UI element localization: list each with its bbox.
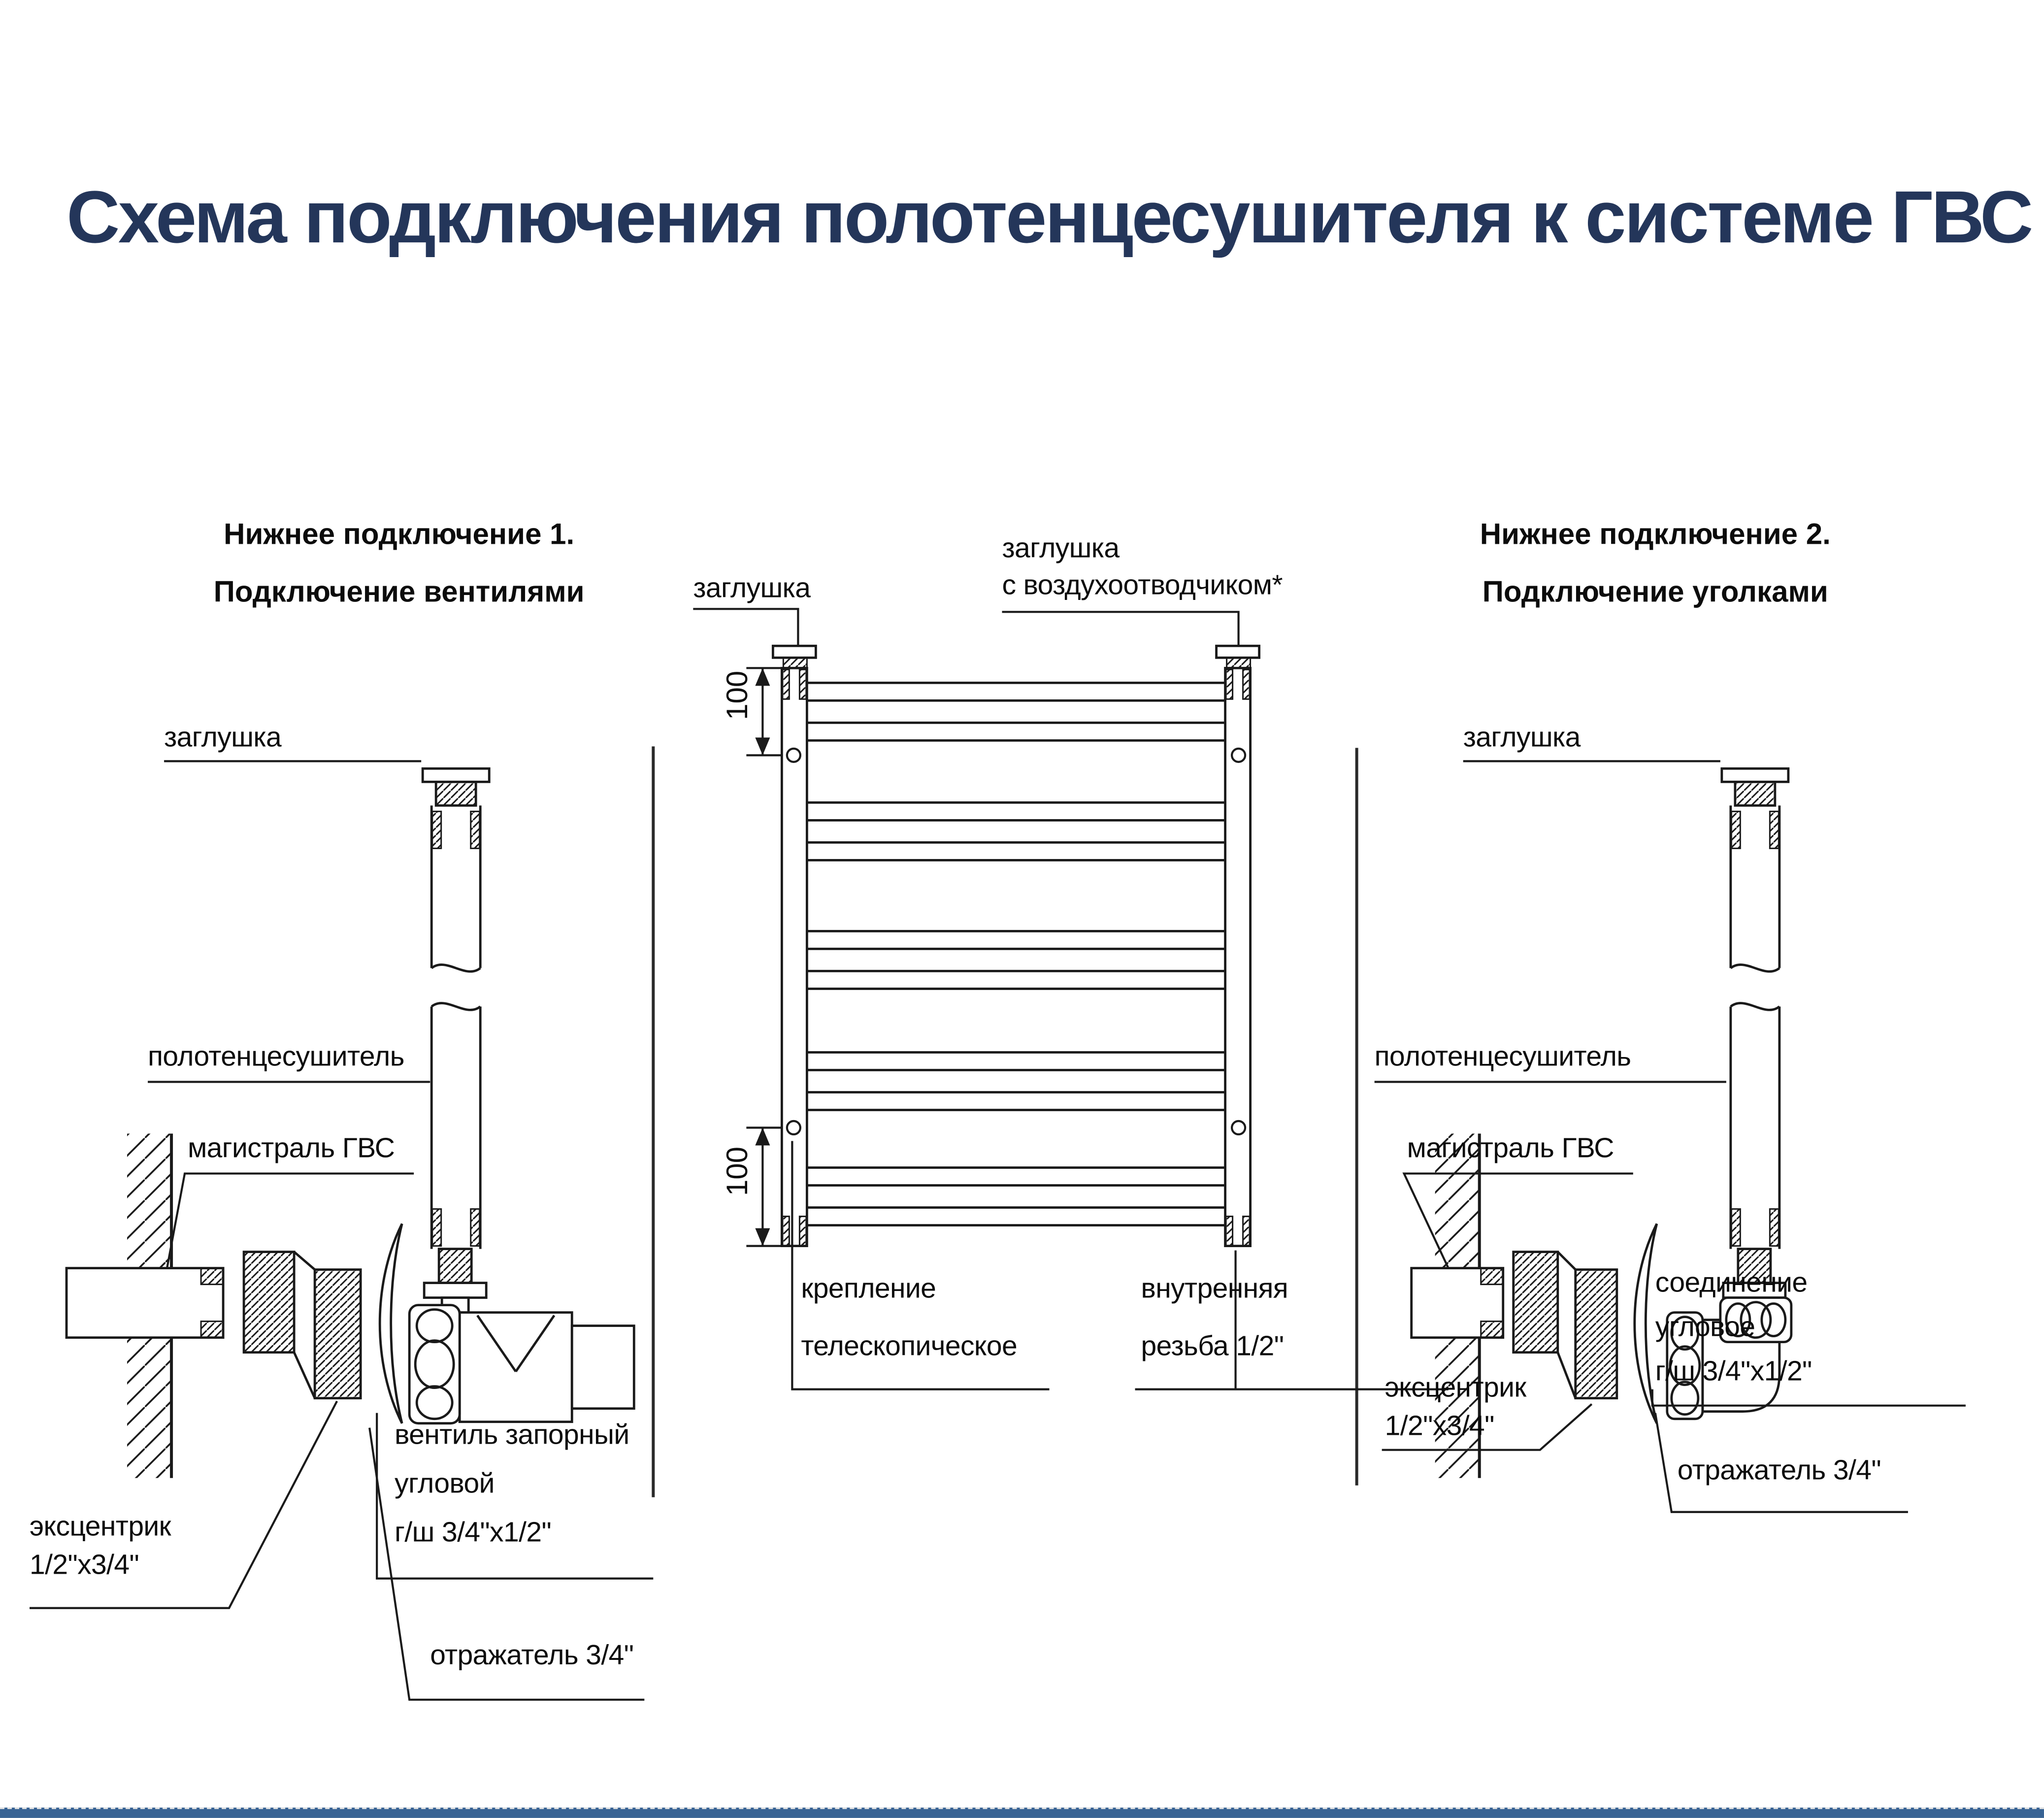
left-valve-label-line1: вентиль запорный xyxy=(395,1420,629,1452)
ladder-post-threads xyxy=(783,669,1250,1246)
left-cap-label: заглушка xyxy=(164,723,282,754)
left-hws-stub xyxy=(66,1268,223,1338)
mid-cap-left-label: заглушка xyxy=(693,573,811,605)
right-towel-rail-pipe xyxy=(1731,805,1780,1249)
right-fitting-label-line2: угловое xyxy=(1655,1312,1755,1344)
mount-label-line2: телескопическое xyxy=(801,1331,1018,1363)
right-eccentric xyxy=(1514,1252,1617,1398)
left-eccentric-label-line2: 1/2"x3/4" xyxy=(30,1550,139,1582)
left-cap-plug xyxy=(423,768,489,805)
right-reflector-label: отражатель 3/4" xyxy=(1677,1455,1881,1487)
left-eccentric xyxy=(244,1252,361,1398)
footer-bar xyxy=(0,1808,2044,1818)
right-section-header-line2: Подключение уголками xyxy=(1482,576,1828,609)
right-towel-rail-label: полотенцесушитель xyxy=(1374,1042,1631,1073)
right-eccentric-label-line2: 1/2"x3/4" xyxy=(1385,1411,1494,1443)
mid-cap-air-vent-label-line2: с воздухоотводчиком* xyxy=(1002,570,1283,602)
right-hws-main-label: магистраль ГВС xyxy=(1407,1133,1614,1165)
right-section-header-line1: Нижнее подключение 2. xyxy=(1480,519,1831,552)
right-hws-stub xyxy=(1412,1268,1503,1338)
page-title: Схема подключения полотенцесушителя к системе ГВС xyxy=(66,176,2032,259)
right-reflector xyxy=(1635,1224,1657,1423)
mount-label-line1: крепление xyxy=(801,1274,936,1305)
left-angle-valve xyxy=(409,1249,634,1423)
left-section-header-line2: Подключение вентилями xyxy=(213,576,585,609)
inner-thread-label-line1: внутренняя xyxy=(1141,1274,1288,1305)
right-cap-label: заглушка xyxy=(1463,723,1581,754)
right-fitting-label-line1: соединение xyxy=(1655,1268,1808,1299)
right-eccentric-label-line1: эксцентрик xyxy=(1385,1373,1526,1404)
right-cap-plug xyxy=(1722,768,1788,805)
ladder-rungs xyxy=(807,683,1225,1225)
left-towel-rail-pipe xyxy=(431,805,480,1249)
right-fitting-label-line3: г/ш 3/4"x1/2" xyxy=(1655,1356,1812,1388)
left-assembly xyxy=(66,768,634,1478)
leader-inner-thread xyxy=(1135,1251,1449,1389)
dimension-bottom-value: 100 xyxy=(722,1146,755,1196)
left-reflector-label: отражатель 3/4" xyxy=(430,1640,634,1672)
left-hws-main-label: магистраль ГВС xyxy=(188,1133,395,1165)
mid-cap-air-vent-label-line1: заглушка xyxy=(1002,533,1120,565)
left-eccentric-label-line1: эксцентрик xyxy=(30,1512,171,1543)
leader-mid-cap-left xyxy=(693,609,798,646)
left-valve-union-nut xyxy=(409,1305,460,1423)
left-valve-label-line3: г/ш 3/4"x1/2" xyxy=(395,1518,552,1549)
left-valve-label-line2: угловой xyxy=(395,1469,495,1500)
left-towel-rail-label: полотенцесушитель xyxy=(148,1042,404,1073)
left-section-header-line1: Нижнее подключение 1. xyxy=(224,519,575,552)
left-reflector xyxy=(380,1224,402,1423)
towel-rail-ladder xyxy=(746,646,1259,1246)
leader-mid-cap-air-vent xyxy=(1002,612,1238,646)
inner-thread-label-line2: резьба 1/2" xyxy=(1141,1331,1284,1363)
dimension-top-value: 100 xyxy=(722,670,755,720)
